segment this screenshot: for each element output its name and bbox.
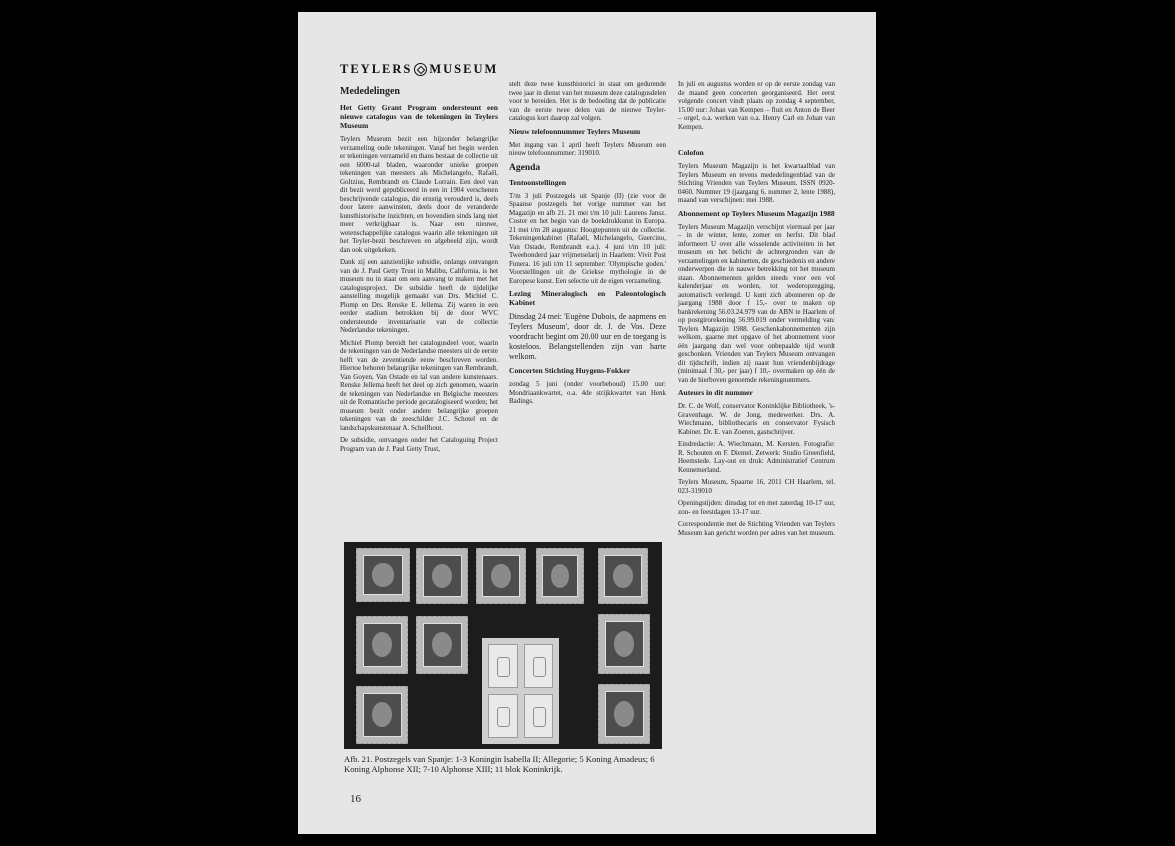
heading-agenda: Agenda	[509, 162, 541, 173]
column-right	[678, 80, 835, 541]
heading-colofon: Colofon	[678, 148, 704, 157]
heading-subscription: Abonnement op Teylers Museum Magazijn 1988	[678, 208, 835, 218]
column-left	[340, 84, 498, 457]
stamp-image	[356, 548, 410, 602]
paragraph: Eindredactie: A. Wiechmann, M. Kersten. Fotografie: R. Schouten en F. Diemel. Zetwerk: Studio Greenfield, Heemstede. Lay-out en druk: Administratief Centrum Kennemerland.	[678, 440, 835, 474]
stamp-image	[476, 548, 526, 604]
teylers-museum-logo	[340, 62, 500, 76]
paragraph: Teylers Museum, Spaarne 16, 2011 CH Haarlem, tel. 023-319010	[678, 478, 835, 495]
stamp-image	[598, 614, 650, 674]
heading-authors: Auteurs in dit nummer	[678, 388, 753, 397]
figure-caption: Afb. 21. Postzegels van Spanje: 1-3 Koningin Isabella II; Allegorie; 5 Koning Amadeus; 6 Koning Alphonse XII; 7-10 Alphonse XIII; 11 blok Koninkrijk.	[344, 754, 655, 774]
column-middle	[509, 80, 666, 410]
paragraph: Dank zij een aanzienlijke subsidie, onlangs ontvangen van de J. Paul Getty Trust in Malibu, California, is het museum nu in staat om een aanvang te maken met het catalogusproject. De subsidie heeft de tijdelijke aanstelling mogelijk gemaakt van Drs. Michiel C. Plomp en Drs. Renske E. Jellema. Zij waren in een eerder stadium betrokken bij de door WVC ondersteunde inventarisatie van de collectie Nederlandse tekeningen.	[340, 258, 498, 334]
heading-phone: Nieuw telefoonnummer Teylers Museum	[509, 126, 641, 136]
heading-concerts: Concerten Stichting Huygens-Fokker	[509, 366, 631, 375]
paragraph: Correspondentie met de Stichting Vrienden van Teylers Museum kan gericht worden per adres van het museum.	[678, 520, 835, 537]
section-heading-mededelingen: Mededelingen	[340, 86, 400, 97]
stamps-photo	[344, 542, 662, 749]
stamp-image	[416, 616, 468, 674]
stamp-image	[356, 616, 408, 674]
stamp-image	[598, 684, 650, 744]
stamp-image	[536, 548, 584, 604]
paragraph: Met ingang van 1 april heeft Teylers Museum een nieuw telefoonnummer: 319010.	[509, 140, 666, 157]
heading-exhibitions: Tentoonstellingen	[509, 177, 567, 187]
paragraph: Teylers Museum bezit een bijzonder belangrijke verzameling oude tekeningen. Vanaf het begin werden er tekeningen verzameld en thans bestaat de collectie uit een 6000-tal bladen, waaronder unieke groepen tekeningen van meesters als Michelangelo, Rafaël, Goltzius, Rembrandt en Claude Lorrain. Een deel van dit bezit werd gepubliceerd in een in 1904 verschenen beschrijvende catalogus, die ernstig verouderd is, deels door latere aanwinsten, deels door de veranderde kunsthistorische inzichten, en bovendien sinds lang niet meer verkrijgbaar is. Naar een nieuwe, wetenschappelijke catalogus waarin alle tekeningen uit het Teyler-bezit beschreven en afgebeeld zijn, wordt dan ook uitgekeken.	[340, 135, 498, 254]
paragraph: stelt deze twee kunsthistorici in staat om gedurende twee jaar in dienst van het museum deze catalogusdelen voor te bereiden. Het is de bedoeling dat de publicatie van de eerste twee delen van de nieuwe Teyler-catalogus kort daarop zal volgen.	[509, 80, 666, 122]
paragraph: De subsidie, ontvangen onder het Cataloguing Project Program van de J. Paul Getty Trust,	[340, 436, 498, 453]
logo-text-left: TEYLERS	[340, 61, 413, 76]
paragraph: Dr. C. de Wolf, conservator Koninklijke Bibliotheek, 's-Gravenhage. W. de Jong, medewerker. Drs. A. Wiechmann, bibliothecaris en conservator Fysisch Kabinet. Dr. E. van Zoeren, gastschrijver.	[678, 402, 835, 436]
heading-lecture: Lezing Mineralogisch en Paleontologisch Kabinet	[509, 289, 666, 307]
paragraph: Michiel Plomp bereidt het catalogusdeel voor, waarin de tekeningen van de Nederlandse meesters uit de eerste helft van de zeventiende eeuw beschreven worden. Hiertoe behoren belangrijke tekeningen van Rembrandt, Van Goyen, Van Ostade en tal van andere kunstenaars. Renske Jellema heeft het deel op zich genomen, waarin de tekeningen van Nederlandse en Belgische meesters uit de Romantische periode gecatalogiseerd worden; het museum bezit onder andere belangrijke groepen tekeningen van de zeeschilder J.C. Schotel en de landschapskunstenaar A. Schelfhout.	[340, 338, 498, 432]
paragraph: Openingstijden: dinsdag tot en met zaterdag 10-17 uur, zon- en feestdagen 13-17 uur.	[678, 499, 835, 516]
paragraph: In juli en augustus worden er op de eerste zondag van de maand geen concerten georganiseerd. Het eerst volgende concert vindt plaats op zondag 4 september, 15.00 uur: Johan van Kempen – fluit en Anton de Beer – orgel, o.a. werken van o.a. Henry Carl en Johan van Kempen.	[678, 80, 835, 131]
magazine-page	[298, 12, 876, 834]
paragraph: Dinsdag 24 mei: 'Eugène Dubois, de aapmens en Teylers Museum', door dr. J. de Vos. Deze voordracht begint om 20.00 uur en de toegang is kosteloos. Belangstellenden zijn van harte welkom.	[509, 312, 666, 361]
stamp-image	[356, 686, 408, 744]
page-number: 16	[350, 793, 361, 805]
logo-text-right: MUSEUM	[429, 61, 499, 76]
paragraph: T/m 3 juli Postzegels uit Spanje (II) (zie voor de Spaanse postzegels het vorige nummer van het Magazijn en afb 21. 21 mei t/m 10 juli: Laurens Jansz. Coster en het begin van de boekdrukkunst in Europa. 21 mei t/m 28 augustus: Hoogtepunten uit de collectie. Tekeningenkabinet (Rafaël, Michelangelo, Guercino, Van Ostade, Rembrandt e.a.). 4 juni t/m 10 juli: Tweehonderd jaar vrijmetselarij in Haarlem: Vivit Post Funera. 16 juli t/m 11 september: 'Olympische goden.' Voorstellingen uit de Griekse mythologie in de Europese kunst. Een selectie uit de eigen verzameling.	[509, 191, 666, 285]
museum-seal-icon	[414, 63, 427, 76]
stamp-image	[416, 548, 468, 604]
paragraph: Teylers Museum Magazijn is het kwartaalblad van Teylers Museum en tevens mededelingenblad van de Stichting Vrienden van Teylers Museum. ISSN 0920-0460. Nummer 19 (jaargang 6, nummer 2, lente 1988), maand van verschijnen: mei 1988.	[678, 162, 835, 204]
stamp-image	[598, 548, 648, 604]
paragraph: zondag 5 juni (onder voorbehoud) 15.00 uur: Mondriaankwartet, o.a. 4de strijkkwartet van Henk Badings.	[509, 380, 666, 405]
stamp-block-image	[482, 638, 559, 744]
paragraph: Teylers Museum Magazijn verschijnt viermaal per jaar – in de winter, lente, zomer en herfst. Dit blad informeert U over alle wisselende activiteiten in het museum en het belicht de achtergronden van de verzamelingen en kabinetten, de geschiedenis en andere onderwerpen die in nauwe betrekking tot het museum staan. Abonnementen gelden steeds voor een vol kalenderjaar en worden, tot wederopzegging, automatisch verlengd. U kunt zich abonneren op de jaargang 1988 door f 15,- over te maken op bankrekening 56.03.24.979 van de ABN te Haarlem of op postgirorekening 56.99.019 onder vermelding van: Teylers Magazijn 1988. Geschenkabonnementen zijn welkom, gaarne met opgave of het abonnement voor één jaargang dan wel voor onbepaalde tijd wordt geschonken. Vrienden van Teylers Museum ontvangen dit tijdschrift, indien zij naast hun vriendenbijdrage (minimaal f 30,- per jaar) f 10,- overmaken op één de van de hierboven genoemde rekeningnummers.	[678, 222, 835, 384]
article-title-getty: Het Getty Grant Program ondersteunt een nieuwe catalogus van de tekeningen in Teylers Museum	[340, 103, 498, 130]
